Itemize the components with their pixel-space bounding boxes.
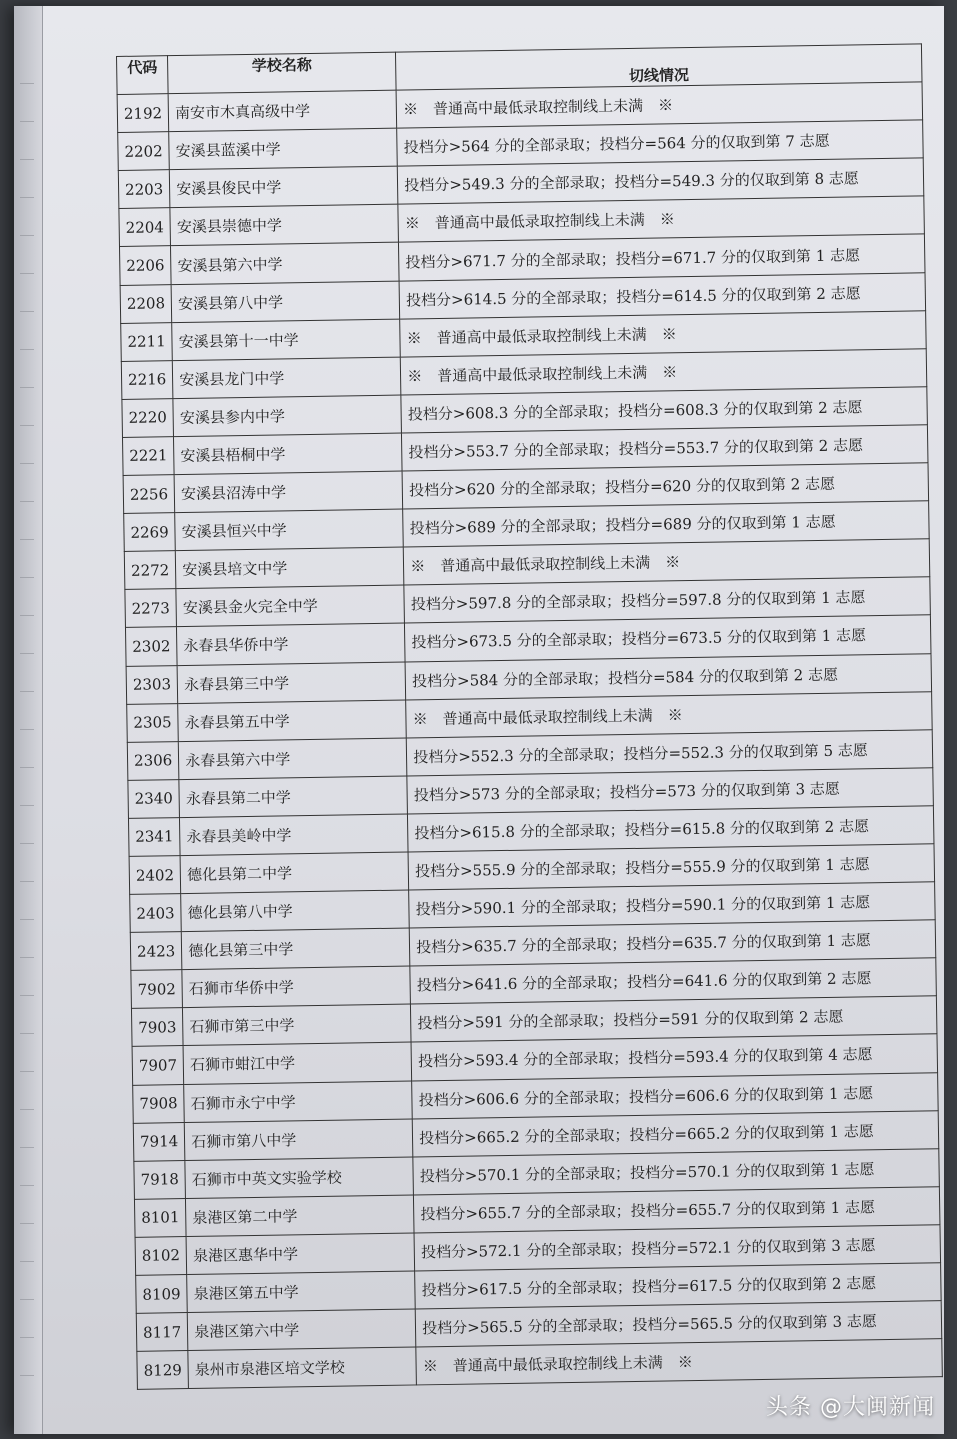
school-code: 2206 bbox=[119, 246, 171, 285]
school-code: 7918 bbox=[134, 1160, 186, 1199]
school-name: 石狮市第八中学 bbox=[184, 1119, 413, 1161]
school-code: 2423 bbox=[130, 932, 182, 971]
school-code: 2302 bbox=[125, 627, 177, 666]
school-code: 2402 bbox=[129, 856, 181, 895]
school-code: 2272 bbox=[124, 551, 176, 590]
school-name: 安溪县崇德中学 bbox=[170, 204, 399, 246]
school-name: 安溪县第六中学 bbox=[171, 243, 400, 285]
school-code: 2203 bbox=[118, 170, 170, 209]
school-name: 安溪县蓝溪中学 bbox=[169, 128, 398, 170]
school-code: 7903 bbox=[131, 1008, 183, 1047]
school-name: 泉港区第五中学 bbox=[187, 1271, 416, 1313]
school-code: 2273 bbox=[125, 589, 177, 628]
cutoff-status: 投档分>555.9 分的全部录取；投档分=555.9 分的仅取到第 1 志愿 bbox=[408, 844, 934, 890]
cutoff-status: 投档分>671.7 分的全部录取；投档分=671.7 分的仅取到第 1 志愿 bbox=[399, 234, 925, 280]
watermark: 头条 @大闽新闻 bbox=[766, 1395, 935, 1420]
school-name: 南安市木真高级中学 bbox=[168, 90, 397, 132]
school-code: 2220 bbox=[122, 398, 174, 437]
school-code: 2306 bbox=[127, 741, 179, 780]
school-name: 德化县第三中学 bbox=[181, 928, 410, 970]
cutoff-status: 投档分>673.5 分的全部录取；投档分=673.5 分的仅取到第 1 志愿 bbox=[405, 615, 931, 661]
school-code: 7902 bbox=[131, 970, 183, 1009]
school-code: 8129 bbox=[137, 1351, 189, 1390]
cutoff-status: 投档分>591 分的全部录取；投档分=591 分的仅取到第 2 志愿 bbox=[411, 996, 937, 1042]
spine-ruling bbox=[20, 46, 34, 1386]
school-code: 7907 bbox=[132, 1046, 184, 1085]
school-name: 永春县第六中学 bbox=[178, 738, 407, 780]
cutoff-status: 投档分>564 分的全部录取；投档分=564 分的仅取到第 7 志愿 bbox=[397, 120, 923, 166]
cutoff-status: 投档分>608.3 分的全部录取；投档分=608.3 分的仅取到第 2 志愿 bbox=[401, 387, 927, 433]
book-spine bbox=[14, 6, 43, 1434]
school-name: 泉港区第二中学 bbox=[186, 1195, 415, 1237]
cutoff-table bbox=[116, 43, 943, 1390]
school-name: 安溪县培文中学 bbox=[175, 547, 404, 589]
school-name: 安溪县梧桐中学 bbox=[174, 433, 403, 475]
cutoff-status: 投档分>572.1 分的全部录取；投档分=572.1 分的仅取到第 3 志愿 bbox=[414, 1225, 940, 1271]
school-code: 2340 bbox=[128, 779, 180, 818]
school-name: 安溪县沼涛中学 bbox=[174, 471, 403, 513]
school-name: 德化县第八中学 bbox=[181, 890, 410, 932]
school-name: 安溪县金火完全中学 bbox=[176, 585, 405, 627]
school-code: 2303 bbox=[126, 665, 178, 704]
school-name: 永春县第二中学 bbox=[179, 776, 408, 818]
school-name: 安溪县龙门中学 bbox=[172, 357, 401, 399]
school-name: 安溪县第八中学 bbox=[171, 281, 400, 323]
school-name: 安溪县恒兴中学 bbox=[175, 509, 404, 551]
school-name: 安溪县俊民中学 bbox=[169, 166, 398, 208]
school-code: 2216 bbox=[121, 360, 173, 399]
header-cutoff-status: 切线情况 bbox=[396, 44, 922, 90]
cutoff-status: ※ 普通高中最低录取控制线上未满 ※ bbox=[406, 691, 932, 737]
cutoff-status: ※ 普通高中最低录取控制线上未满 ※ bbox=[416, 1339, 942, 1385]
cutoff-status: 投档分>570.1 分的全部录取；投档分=570.1 分的仅取到第 1 志愿 bbox=[413, 1148, 939, 1194]
cutoff-status: 投档分>635.7 分的全部录取；投档分=635.7 分的仅取到第 1 志愿 bbox=[409, 920, 935, 966]
cutoff-status: 投档分>549.3 分的全部录取；投档分=549.3 分的仅取到第 8 志愿 bbox=[397, 158, 923, 204]
school-code: 8101 bbox=[134, 1198, 186, 1237]
school-code: 2208 bbox=[120, 284, 172, 323]
school-name: 石狮市永宁中学 bbox=[184, 1081, 413, 1123]
school-name: 永春县华侨中学 bbox=[177, 623, 406, 665]
school-name: 石狮市华侨中学 bbox=[182, 966, 411, 1008]
header-code: 代码 bbox=[117, 56, 169, 95]
school-code: 2256 bbox=[123, 475, 175, 514]
school-name: 永春县第五中学 bbox=[178, 700, 407, 742]
cutoff-status: 投档分>573 分的全部录取；投档分=573 分的仅取到第 3 志愿 bbox=[407, 768, 933, 814]
school-code: 8109 bbox=[136, 1275, 188, 1314]
school-code: 2403 bbox=[130, 894, 182, 933]
cutoff-status: ※ 普通高中最低录取控制线上未满 ※ bbox=[398, 196, 924, 242]
school-name: 泉港区惠华中学 bbox=[186, 1233, 415, 1275]
school-code: 7914 bbox=[133, 1122, 185, 1161]
cutoff-status: 投档分>615.8 分的全部录取；投档分=615.8 分的仅取到第 2 志愿 bbox=[408, 806, 934, 852]
school-code: 2211 bbox=[121, 322, 173, 361]
cutoff-status: 投档分>655.7 分的全部录取；投档分=655.7 分的仅取到第 1 志愿 bbox=[414, 1187, 940, 1233]
header-school-name: 学校名称 bbox=[168, 52, 397, 94]
school-name: 安溪县参内中学 bbox=[173, 395, 402, 437]
school-code: 2341 bbox=[128, 817, 180, 856]
cutoff-status: 投档分>553.7 分的全部录取；投档分=553.7 分的仅取到第 2 志愿 bbox=[402, 425, 928, 471]
school-code: 2221 bbox=[122, 437, 174, 476]
cutoff-status: 投档分>614.5 分的全部录取；投档分=614.5 分的仅取到第 2 志愿 bbox=[399, 272, 925, 318]
school-code: 7908 bbox=[133, 1084, 185, 1123]
cutoff-status: ※ 普通高中最低录取控制线上未满 ※ bbox=[400, 349, 926, 395]
school-code: 2269 bbox=[124, 513, 176, 552]
school-name: 泉港区第六中学 bbox=[187, 1309, 416, 1351]
school-name: 石狮市中英文实验学校 bbox=[185, 1157, 414, 1199]
cutoff-status: 投档分>689 分的全部录取；投档分=689 分的仅取到第 1 志愿 bbox=[403, 501, 929, 547]
cutoff-status: 投档分>606.6 分的全部录取；投档分=606.6 分的仅取到第 1 志愿 bbox=[412, 1072, 938, 1118]
cutoff-status: 投档分>620 分的全部录取；投档分=620 分的仅取到第 2 志愿 bbox=[402, 463, 928, 509]
school-code: 2192 bbox=[117, 94, 169, 133]
school-code: 2204 bbox=[119, 208, 171, 247]
school-code: 8117 bbox=[136, 1313, 188, 1352]
school-name: 石狮市蚶江中学 bbox=[183, 1042, 412, 1084]
school-name: 泉州市泉港区培文学校 bbox=[188, 1347, 417, 1389]
cutoff-status: 投档分>565.5 分的全部录取；投档分=565.5 分的仅取到第 3 志愿 bbox=[415, 1301, 941, 1347]
cutoff-status: 投档分>597.8 分的全部录取；投档分=597.8 分的仅取到第 1 志愿 bbox=[404, 577, 930, 623]
cutoff-status: ※ 普通高中最低录取控制线上未满 ※ bbox=[400, 310, 926, 356]
cutoff-status: 投档分>641.6 分的全部录取；投档分=641.6 分的仅取到第 2 志愿 bbox=[410, 958, 936, 1004]
cutoff-status: 投档分>584 分的全部录取；投档分=584 分的仅取到第 2 志愿 bbox=[405, 653, 931, 699]
school-code: 2305 bbox=[127, 703, 179, 742]
cutoff-status: ※ 普通高中最低录取控制线上未满 ※ bbox=[396, 82, 922, 128]
cutoff-status: 投档分>665.2 分的全部录取；投档分=665.2 分的仅取到第 1 志愿 bbox=[412, 1110, 938, 1156]
school-name: 德化县第二中学 bbox=[180, 852, 409, 894]
cutoff-status: 投档分>552.3 分的全部录取；投档分=552.3 分的仅取到第 5 志愿 bbox=[406, 729, 932, 775]
school-name: 永春县第三中学 bbox=[177, 662, 406, 704]
school-name: 永春县美岭中学 bbox=[180, 814, 409, 856]
cutoff-status: 投档分>590.1 分的全部录取；投档分=590.1 分的仅取到第 1 志愿 bbox=[409, 882, 935, 928]
school-name: 安溪县第十一中学 bbox=[172, 319, 401, 361]
document-page bbox=[14, 6, 944, 1434]
school-name: 石狮市第三中学 bbox=[183, 1004, 412, 1046]
cutoff-status: 投档分>617.5 分的全部录取；投档分=617.5 分的仅取到第 2 志愿 bbox=[415, 1263, 941, 1309]
school-code: 2202 bbox=[118, 132, 170, 171]
cutoff-status: 投档分>593.4 分的全部录取；投档分=593.4 分的仅取到第 4 志愿 bbox=[411, 1034, 937, 1080]
school-code: 8102 bbox=[135, 1236, 187, 1275]
cutoff-status: ※ 普通高中最低录取控制线上未满 ※ bbox=[403, 539, 929, 585]
